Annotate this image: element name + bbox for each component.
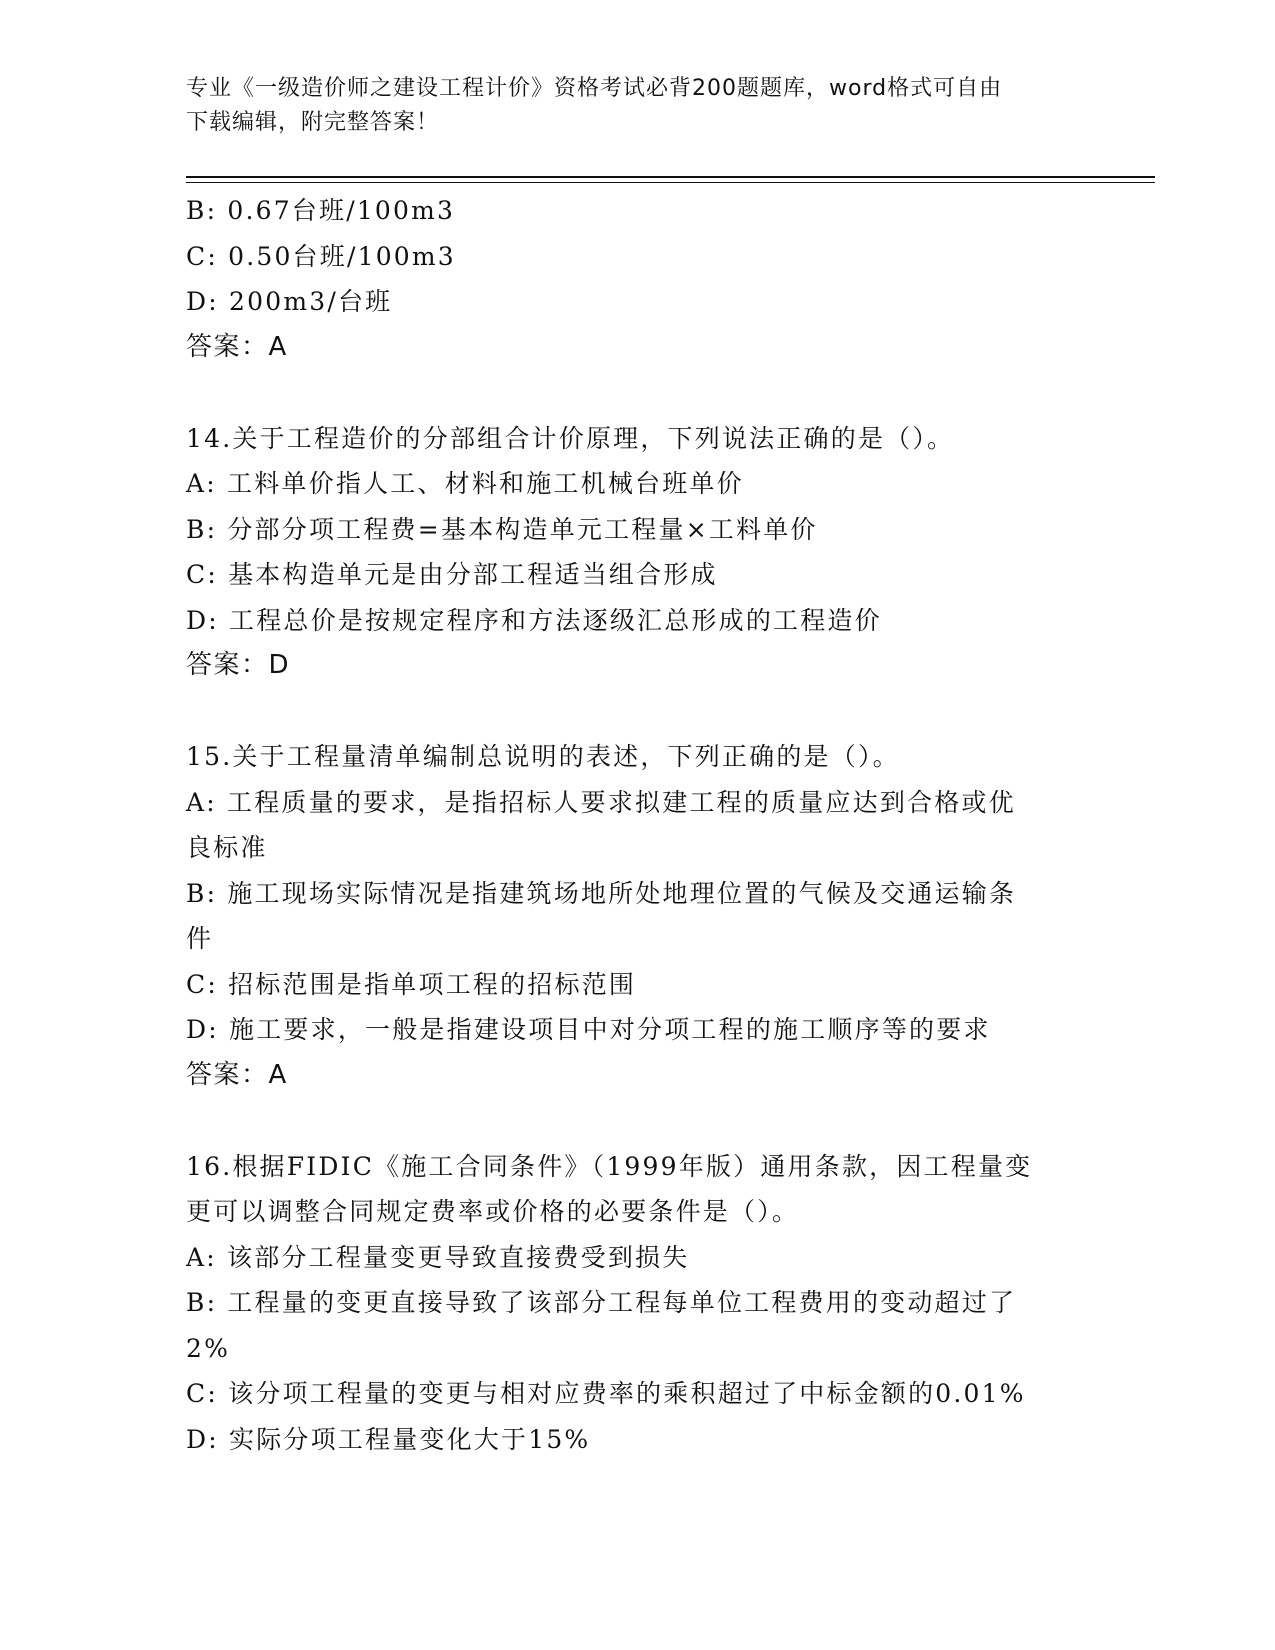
q16-option-b-line-1: B: 工程量的变更直接导致了该部分工程每单位工程费用的变动超过了 bbox=[186, 1288, 1017, 1317]
q14-option-b: B: 分部分项工程费=基本构造单元工程量×工料单价 bbox=[186, 514, 818, 544]
q15-stem: 15.关于工程量清单编制总说明的表述，下列正确的是（）。 bbox=[186, 742, 900, 771]
question-16 bbox=[186, 1144, 1086, 1463]
question-13-fragment bbox=[186, 188, 1086, 370]
header-rule-thick bbox=[186, 176, 1155, 178]
question-15 bbox=[186, 734, 1086, 1098]
q15-option-c: C: 招标范围是指单项工程的招标范围 bbox=[186, 969, 637, 999]
q15-option-a-line-1: A: 工程质量的要求，是指招标人要求拟建工程的质量应达到合格或优 bbox=[186, 787, 1016, 817]
q14-stem: 14.关于工程造价的分部组合计价原理，下列说法正确的是（）。 bbox=[186, 423, 955, 453]
q15-option-b-line-1: B: 施工现场实际情况是指建筑场地所处地理位置的气候及交通运输条 bbox=[186, 878, 1017, 908]
header-line-1: 专业《一级造价师之建设工程计价》资格考试必背200题题库，word格式可自由 bbox=[186, 76, 1003, 101]
q14-answer: 答案：D bbox=[186, 650, 291, 680]
q15-option-d: D: 施工要求，一般是指建设项目中对分项工程的施工顺序等的要求 bbox=[186, 1015, 991, 1044]
q14-option-c: C: 基本构造单元是由分部工程适当组合形成 bbox=[186, 560, 718, 589]
q15-answer: 答案：A bbox=[186, 1059, 288, 1090]
spacer bbox=[186, 1098, 1086, 1144]
header-line-2: 下载编辑，附完整答案！ bbox=[186, 110, 440, 135]
document-header bbox=[186, 72, 1086, 140]
q16-stem-line-1: 16.根据FIDIC《施工合同条件》（1999年版）通用条款，因工程量变 bbox=[186, 1151, 1033, 1181]
q15-option-b-line-2: 件 bbox=[186, 924, 214, 953]
q13-option-c: C: 0.50台班/100m3 bbox=[186, 241, 456, 271]
q16-option-a: A: 该部分工程量变更导致直接费受到损失 bbox=[186, 1242, 690, 1272]
q13-answer: 答案：A bbox=[186, 331, 288, 362]
q16-option-b-line-2: 2% bbox=[186, 1333, 231, 1363]
question-content bbox=[186, 188, 1086, 1462]
header-rule-thin bbox=[186, 182, 1155, 183]
q16-stem-line-2: 更可以调整合同规定费率或价格的必要条件是（）。 bbox=[186, 1197, 800, 1226]
q16-option-c: C: 该分项工程量的变更与相对应费率的乘积超过了中标金额的0.01% bbox=[186, 1379, 1026, 1408]
q14-option-a: A: 工料单价指人工、材料和施工机械台班单价 bbox=[186, 469, 744, 498]
q13-option-b: B: 0.67台班/100m3 bbox=[186, 196, 456, 225]
q15-option-a-line-2: 良标准 bbox=[186, 833, 268, 862]
spacer bbox=[186, 689, 1086, 735]
question-14 bbox=[186, 416, 1086, 689]
q13-option-d: D: 200m3/台班 bbox=[186, 287, 393, 316]
q14-option-d: D: 工程总价是按规定程序和方法逐级汇总形成的工程造价 bbox=[186, 605, 882, 635]
spacer bbox=[186, 370, 1086, 416]
q16-option-d: D: 实际分项工程量变化大于15% bbox=[186, 1424, 591, 1454]
